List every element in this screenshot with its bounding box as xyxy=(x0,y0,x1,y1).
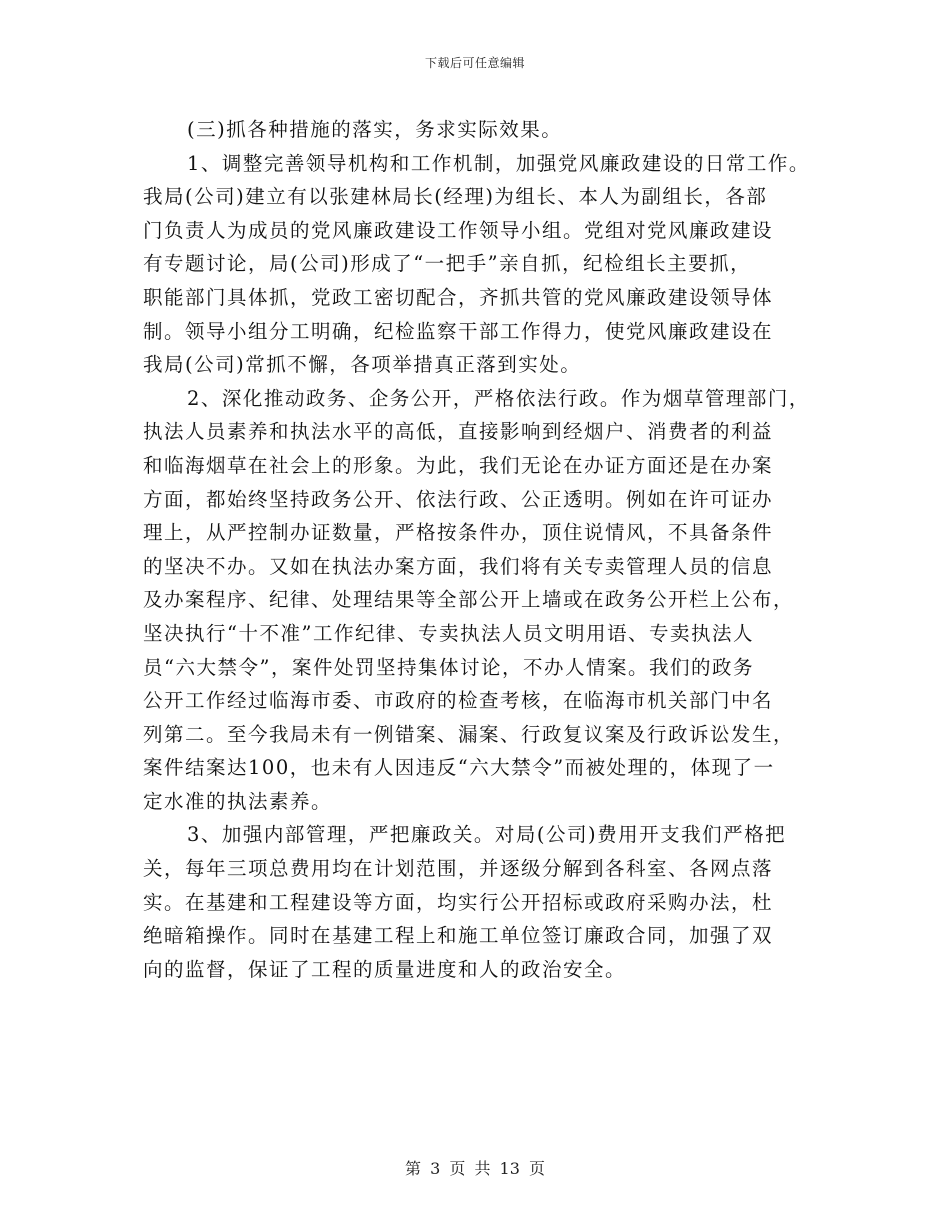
text-line: 3、加强内部管理，严把廉政关。对局(公司)费用开支我们严格把 xyxy=(187,823,787,847)
text-line: 案件结案达100，也未有人因违反“六大禁令”而被处理的，体现了一 xyxy=(143,756,775,780)
document-body xyxy=(143,113,823,986)
text-line: 定水准的执法素养。 xyxy=(143,789,333,813)
text-line: 有专题讨论，局(公司)形成了“一把手”亲自抓，纪检组长主要抓， xyxy=(143,252,752,276)
text-line: 公开工作经过临海市委、市政府的检查考核，在临海市机关部门中名 xyxy=(143,689,774,713)
text-line: 列第二。至今我局未有一例错案、漏案、行政复议案及行政诉讼发生， xyxy=(143,722,795,746)
text-line: 实。在基建和工程建设等方面，均实行公开招标或政府采购办法，杜 xyxy=(143,890,774,914)
page-number-footer: 第 3 页 共 13 页 xyxy=(405,1159,545,1178)
text-line: 向的监督，保证了工程的质量进度和人的政治安全。 xyxy=(143,957,627,981)
text-line: 执法人员素养和执法水平的高低，直接影响到经烟户、消费者的利益 xyxy=(143,420,774,444)
text-line: 坚决执行“十不准”工作纪律、专卖执法人员文明用语、专卖执法人 xyxy=(143,621,754,645)
text-line: (三)抓各种措施的落实，务求实际效果。 xyxy=(187,118,563,141)
text-line: 员“六大禁令”，案件处罚坚持集体讨论，不办人情案。我们的政务 xyxy=(143,655,754,679)
text-line: 我局(公司)常抓不懈，各项举措真正落到实处。 xyxy=(143,353,582,377)
text-line: 我局(公司)建立有以张建林局长(经理)为组长、本人为副组长，各部 xyxy=(143,185,768,209)
text-line: 的坚决不办。又如在执法办案方面，我们将有关专卖管理人员的信息 xyxy=(143,554,774,578)
page-header: 下载后可任意编辑 xyxy=(424,56,525,70)
text-line: 门负责人为成员的党风廉政建设工作领导小组。党组对党风廉政建设 xyxy=(143,218,774,242)
text-line: 及办案程序、纪律、处理结果等全部公开上墙或在政务公开栏上公布， xyxy=(143,588,795,612)
text-line: 理上，从严控制办证数量，严格按条件办，顶住说情风，不具备条件 xyxy=(143,521,774,545)
text-line: 制。领导小组分工明确，纪检监察干部工作得力，使党风廉政建设在 xyxy=(143,319,774,343)
text-line: 和临海烟草在社会上的形象。为此，我们无论在办证方面还是在办案 xyxy=(143,453,774,477)
text-line: 职能部门具体抓，党政工密切配合，齐抓共管的党风廉政建设领导体 xyxy=(143,285,774,309)
text-line: 1、调整完善领导机构和工作机制，加强党风廉政建设的日常工作。 xyxy=(187,151,810,175)
text-line: 2、深化推动政务、企务公开，严格依法行政。作为烟草管理部门， xyxy=(187,386,810,410)
text-line: 方面，都始终坚持政务公开、依法行政、公正透明。例如在许可证办 xyxy=(143,487,774,511)
text-line: 绝暗箱操作。同时在基建工程上和施工单位签订廉政合同，加强了双 xyxy=(143,924,774,948)
text-line: 关，每年三项总费用均在计划范围，并逐级分解到各科室、各网点落 xyxy=(143,857,774,881)
